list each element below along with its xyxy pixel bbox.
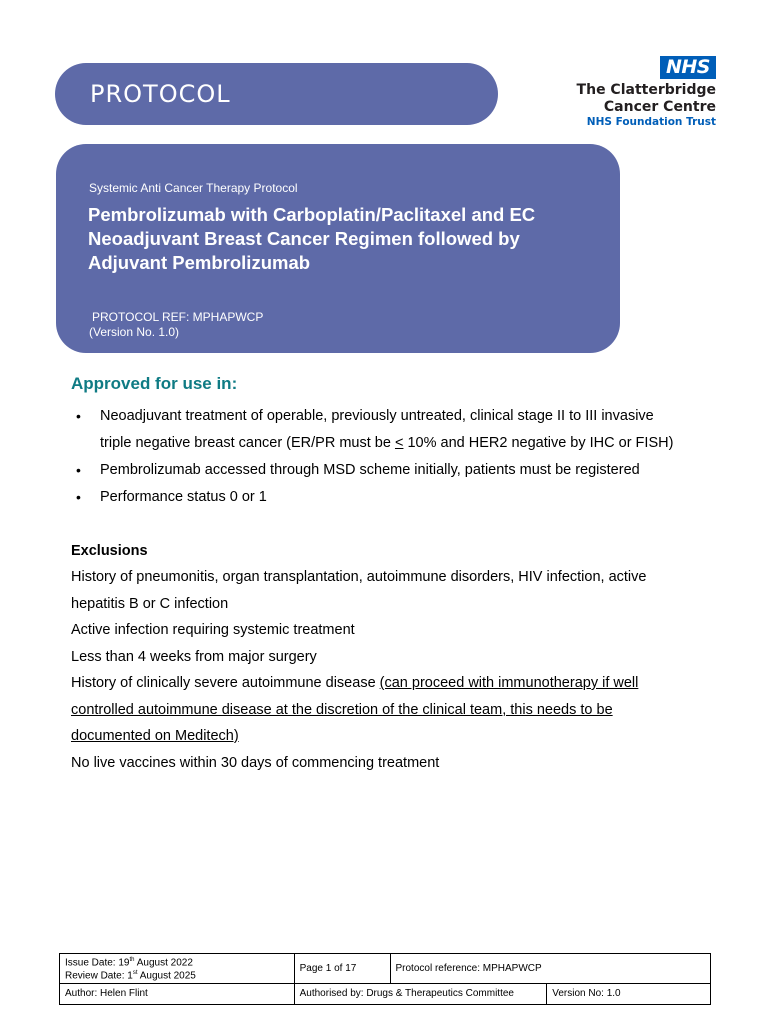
footer-page: Page 1 of 17: [294, 954, 390, 984]
footer-protocol-ref: Protocol reference: MPHAPWCP: [390, 954, 711, 984]
list-item: • Pembrolizumab accessed through MSD scheme initially, patients must be registered: [76, 457, 716, 484]
logo-name-line1: The Clatterbridge: [576, 82, 716, 98]
list-item: [76, 403, 716, 457]
footer-row: [60, 954, 711, 984]
exclusion-item-4-line-3: [71, 723, 711, 750]
review-date-suffix: August 2025: [137, 970, 196, 982]
title-line-1: Pembrolizumab with Carboplatin/Paclitaxel and EC: [88, 204, 536, 225]
exclusion-item-3: Less than 4 weeks from major surgery: [71, 648, 317, 665]
title-box: [56, 144, 620, 353]
lte-symbol: <: [394, 435, 404, 451]
logo-trust: NHS Foundation Trust: [586, 116, 716, 128]
nhs-logo: [576, 56, 716, 129]
exclusions-section: [71, 538, 711, 776]
exclusion-item-4-line-1: [71, 670, 711, 697]
footer-authorised: Authorised by: Drugs & Therapeutics Committee: [294, 983, 547, 1004]
title-line-3: Adjuvant Pembrolizumab: [88, 252, 311, 273]
review-date-sup: st: [132, 970, 138, 977]
version-label: (Version No. 1.0): [89, 325, 180, 339]
footer-dates: [60, 954, 295, 984]
exclusion-item-4-underlined-3: documented on Meditech): [71, 728, 239, 744]
footer-author: Author: Helen Flint: [60, 983, 295, 1004]
bullet-1-line-2: [100, 430, 716, 457]
exclusion-item-4-underlined-1: (can proceed with immunotherapy if well: [379, 675, 639, 691]
exclusions-heading: Exclusions: [71, 543, 148, 559]
issue-date-sup: th: [129, 957, 135, 963]
issue-date: [65, 955, 289, 968]
bullet-1-pre: triple negative breast cancer (ER/PR must be: [100, 435, 395, 451]
exclusion-item-2: Active infection requiring systemic treatment: [71, 622, 355, 638]
logo-name-line2: Cancer Centre: [603, 99, 716, 115]
list-item: • Performance status 0 or 1: [76, 484, 716, 511]
page-title: [88, 203, 608, 275]
exclusion-item-1-line-2: hepatitis B or C infection: [71, 595, 229, 612]
bullet-1-post: 10% and HER2 negative by IHC or FISH): [403, 435, 674, 451]
nhs-badge: NHS: [660, 56, 716, 79]
approved-list: [76, 403, 716, 511]
bullet-1-line-1: • Neoadjuvant treatment of operable, previously untreated, clinical stage II to III invasive: [100, 408, 654, 424]
title-line-2: Neoadjuvant Breast Cancer Regimen followed by: [88, 228, 520, 249]
footer-table: [59, 953, 711, 1005]
protocol-subtitle: Systemic Anti Cancer Therapy Protocol: [89, 181, 298, 195]
exclusion-item-4-line-2: [71, 697, 711, 724]
issue-date-prefix: Issue Date: 19: [65, 957, 130, 969]
logo-name: [576, 82, 716, 116]
exclusion-item-4-underlined-2: controlled autoimmune disease at the discretion of the clinical team, this needs to be: [71, 701, 613, 718]
review-date: [65, 968, 289, 981]
protocol-banner: [55, 63, 498, 125]
exclusion-item-5: No live vaccines within 30 days of commencing treatment: [71, 754, 440, 771]
protocol-label: PROTOCOL: [90, 80, 231, 108]
issue-date-suffix: August 2022: [134, 957, 193, 969]
footer-row: [60, 983, 711, 1004]
review-date-prefix: Review Date: 1: [65, 970, 133, 982]
exclusion-item-4-plain: History of clinically severe autoimmune disease: [71, 675, 380, 691]
exclusion-item-1-line-1: History of pneumonitis, organ transplantation, autoimmune disorders, HIV infection, active: [71, 569, 647, 585]
protocol-ref: [89, 310, 263, 340]
approved-heading: Approved for use in:: [71, 374, 238, 393]
footer-version: Version No: 1.0: [547, 983, 711, 1004]
ref-label: PROTOCOL REF: MPHAPWCP: [92, 310, 264, 324]
